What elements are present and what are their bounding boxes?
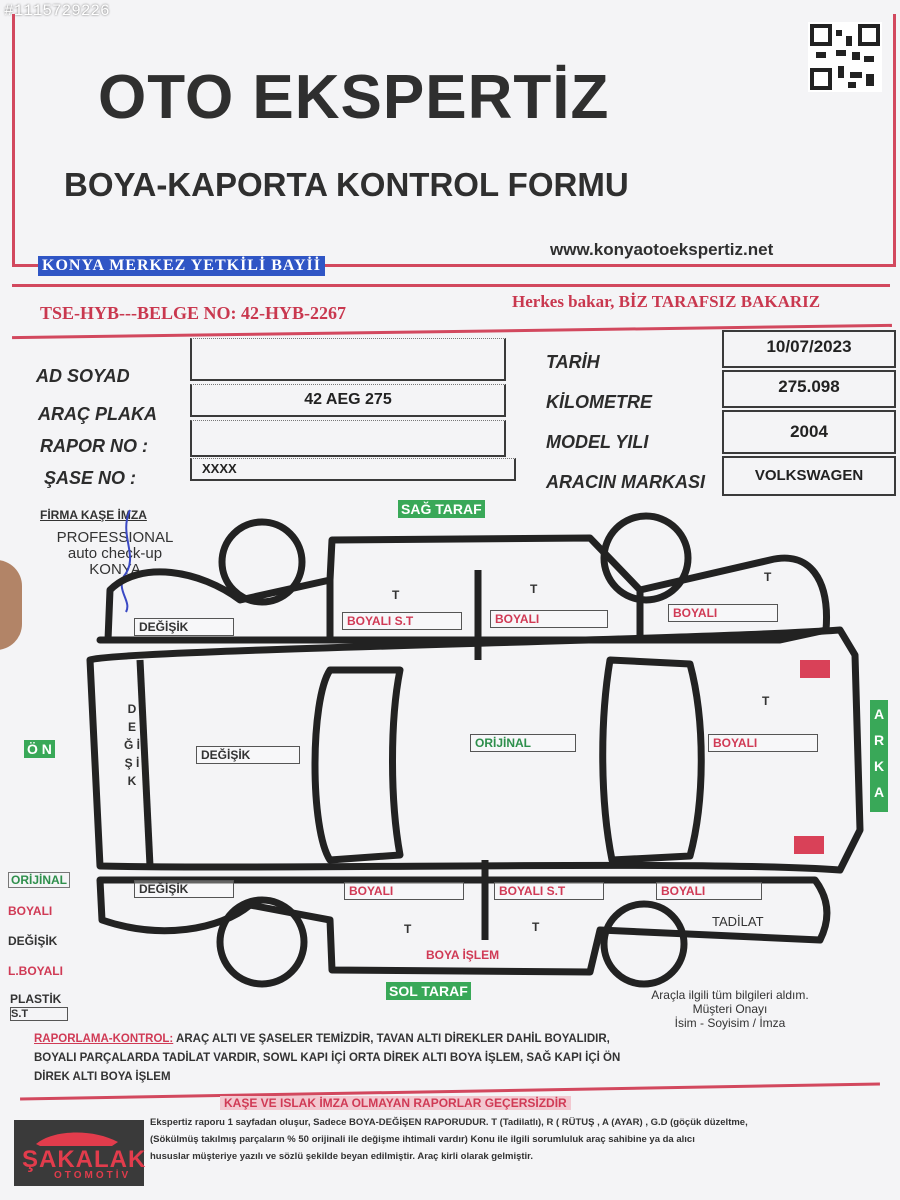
stamp-line-3: KONYA	[89, 561, 141, 578]
year-field: 2004	[722, 410, 896, 454]
left-side-label: SOL TARAF	[386, 982, 471, 1000]
sakalak-logo	[14, 1120, 147, 1186]
t-mark: T	[762, 694, 770, 708]
part-front-bumper: D E Ğ İ Ş İ K	[124, 702, 141, 788]
footer-text	[150, 1114, 890, 1165]
part-rear-right-fender: BOYALI	[668, 604, 778, 622]
approval-line-3: İsim - Soyisim / İmza	[674, 1016, 786, 1030]
website-link: www.konyaotoekspertiz.net	[550, 240, 774, 259]
qr-code-icon	[808, 22, 882, 92]
part-front-left-fender: DEĞİŞİK	[134, 880, 234, 898]
stamp-line-2: auto check-up	[67, 545, 163, 562]
legend-changed: DEĞİŞİK	[8, 934, 58, 948]
plate-label: ARAÇ PLAKA	[38, 404, 157, 424]
footer-line-1: Ekspertiz raporu 1 sayfadan oluşur, Sadece BOYA-DEĞİŞEN RAPORUDUR. T (Tadilatlı), R ( RÜTUŞ , A (AYAR) , G.D (göçük düzeltme,	[150, 1117, 748, 1128]
notes-heading: RAPORLAMA-KONTROL:	[34, 1033, 174, 1045]
right-side-label: SAĞ TARAF	[398, 500, 485, 518]
chassis-field: XXXX	[190, 458, 516, 481]
part-rear-left-door: BOYALI S.T	[494, 882, 604, 900]
report-field	[190, 420, 506, 457]
brand-field: VOLKSWAGEN	[722, 456, 896, 496]
chassis-label: ŞASE NO :	[44, 468, 137, 488]
part-rear-left-fender: BOYALI	[656, 882, 762, 900]
customer-approval	[600, 988, 860, 1030]
name-label: AD SOYAD	[36, 366, 130, 386]
legend-painted: BOYALI	[8, 904, 53, 918]
approval-line-2: Müşteri Onayı	[692, 1002, 768, 1016]
part-rear-right-door: BOYALI	[490, 610, 608, 628]
part-trunk: BOYALI	[708, 734, 818, 752]
footer-warning: KAŞE VE ISLAK İMZA OLMAYAN RAPORLAR GEÇERSİZDİR	[220, 1096, 571, 1110]
approval-line-1: Araçla ilgili tüm bilgileri aldım.	[651, 988, 809, 1002]
t-mark: T	[530, 582, 538, 596]
report-notes	[34, 1030, 894, 1087]
t-mark: T	[764, 570, 772, 584]
finger	[0, 560, 22, 650]
brand-label: ARACIN MARKASI	[546, 472, 705, 492]
part-front-right-door: BOYALI S.T	[342, 612, 462, 630]
legend-original: ORİJİNAL	[8, 872, 70, 888]
notes-text-3: DİREK ALTI BOYA İŞLEM	[34, 1071, 171, 1083]
image-id-overlay: #1115729226	[4, 2, 110, 20]
damage-marker	[800, 660, 830, 678]
stamp-line-1: PROFESSIONAL	[56, 529, 174, 546]
t-mark: T	[404, 922, 412, 936]
report-label: RAPOR NO :	[40, 436, 148, 456]
footer-line-2: (Sökülmüş takılmış parçaların % 50 orijinali ile değişme ihtimali vardır) Konu ile ilgili sorumluluk araç sahibine ya da alıcı	[150, 1134, 695, 1145]
year-label: MODEL YILI	[546, 432, 649, 452]
t-mark: T	[532, 920, 540, 934]
legend-st: S.T	[10, 1007, 68, 1021]
logo-sub: OTOMOTİV	[54, 1170, 132, 1181]
part-rear-left-note: TADİLAT	[712, 914, 764, 929]
part-left-sill: BOYA İŞLEM	[426, 948, 500, 962]
dealer-banner: KONYA MERKEZ YETKİLİ BAYİİ	[38, 256, 325, 276]
notes-text-1: ARAÇ ALTI VE ŞASELER TEMİZDİR, TAVAN ALTI DİREKLER DAHİL BOYALIDIR,	[173, 1033, 610, 1045]
date-field: 10/07/2023	[722, 330, 896, 368]
plate-field: 42 AEG 275	[190, 384, 506, 417]
part-front-left-door: BOYALI	[344, 882, 464, 900]
part-front-right-fender: DEĞİŞİK	[134, 618, 234, 636]
notes-text-2: BOYALI PARÇALARDA TADİLAT VARDIR, SOWL KAPI İÇİ ORTA DİREK ALTI BOYA İŞLEM, SAĞ KAPI İÇİ ÖN	[34, 1052, 621, 1064]
divider	[12, 284, 890, 287]
stamp-label: FİRMA KAŞE İMZA	[40, 508, 147, 522]
slogan: Herkes bakar, BİZ TARAFSIZ BAKARIZ	[512, 292, 821, 311]
logo-name: ŞAKALAK	[22, 1146, 147, 1173]
footer-line-3: hususlar müşteriye yazılı ve sözlü şekilde beyan edilmiştir. Araç kirli olarak gelmiştir.	[150, 1151, 533, 1162]
date-label: TARİH	[546, 352, 600, 372]
part-roof: ORİJİNAL	[470, 734, 576, 752]
name-field	[190, 338, 506, 381]
part-hood: DEĞİŞİK	[196, 746, 300, 764]
km-field: 275.098	[722, 370, 896, 408]
form-subtitle: BOYA-KAPORTA KONTROL FORMU	[64, 166, 629, 203]
front-label: Ö N	[24, 740, 55, 758]
legend-local-paint: L.BOYALI	[8, 964, 63, 978]
t-mark: T	[392, 588, 400, 602]
form-title: OTO EKSPERTİZ	[98, 63, 610, 132]
damage-marker	[794, 836, 824, 854]
rear-label: A R K A	[870, 700, 888, 812]
header-frame	[12, 14, 896, 267]
legend-plastic: PLASTİK	[10, 992, 62, 1006]
certificate-number: TSE-HYB---BELGE NO: 42-HYB-2267	[40, 303, 347, 323]
km-label: KİLOMETRE	[546, 392, 652, 412]
